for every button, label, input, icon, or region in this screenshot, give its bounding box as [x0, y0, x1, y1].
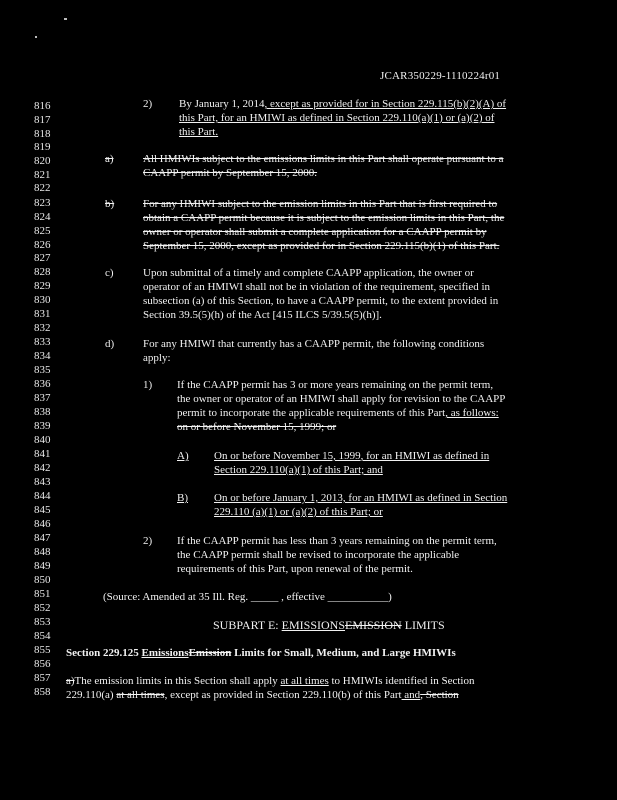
paragraph-line: By January 1, 2014, except as provided for in Section 229.115(b)(2)(A) of: [179, 98, 507, 110]
paragraph-line: All HMIWIs subject to the emissions limits in this Part shall operate pursuant to a: [143, 153, 504, 165]
line-number: 829: [34, 280, 51, 292]
item-marker: a): [105, 153, 114, 165]
line-number: 833: [34, 336, 51, 348]
line-number: 844: [34, 490, 51, 502]
line-number: 836: [34, 378, 51, 390]
section-heading: Section 229.125 EmissionsEmission Limits for Small, Medium, and Large HMIWIs: [66, 647, 456, 659]
line-number: 820: [34, 155, 51, 167]
line-number: 837: [34, 392, 51, 404]
line-number: 831: [34, 308, 51, 320]
paragraph-line: operator of an HMIWI shall not be in violation of the requirement, specified in: [143, 281, 491, 293]
paragraph-line: For any HMIWI that currently has a CAAPP permit, the following conditions: [143, 338, 485, 350]
paragraph-line: this Part, for an HMIWI as defined in Section 229.110(a)(1) or (a)(2) of: [179, 112, 495, 124]
line-number: 822: [34, 182, 51, 194]
paragraph-line: requirements of this Part, upon renewal of the permit.: [177, 563, 413, 575]
item-marker: A): [177, 450, 189, 462]
paragraph-line: For any HMIWI subject to the emission limits in this Part that is first required to: [143, 198, 498, 210]
paragraph-line: Section 229.110(a)(1) of this Part; and: [214, 464, 383, 476]
line-number: 842: [34, 462, 51, 474]
line-number: 832: [34, 322, 51, 334]
line-number: 824: [34, 211, 51, 223]
line-number: 841: [34, 448, 51, 460]
paragraph-line: obtain a CAAPP permit because it is subject to the emission limits in this Part, the: [143, 212, 505, 224]
item-marker: 2): [143, 98, 153, 110]
document-id: JCAR350229-1110224r01: [380, 70, 501, 82]
item-marker: 2): [143, 535, 153, 547]
line-number: 816: [34, 100, 51, 112]
line-number: 834: [34, 350, 51, 362]
line-number: 843: [34, 476, 51, 488]
line-number: 856: [34, 658, 51, 670]
line-number: 818: [34, 128, 51, 140]
line-number: 838: [34, 406, 51, 418]
line-number: 817: [34, 114, 51, 126]
paragraph-line: 229.110 (a)(1) or (a)(2) of this Part; or: [214, 506, 383, 518]
item-marker: B): [177, 492, 188, 504]
paragraph-line: a)The emission limits in this Section shall apply at all times to HMIWIs identified in Section: [66, 675, 475, 687]
line-number: 858: [34, 686, 51, 698]
paragraph-line: Section 39.5(5)(h) of the Act [415 ILCS 5/39.5(5)(h)].: [143, 309, 382, 321]
paragraph-line: Upon submittal of a timely and complete CAAPP application, the owner or: [143, 267, 474, 279]
line-number: 827: [34, 252, 51, 264]
line-number: 853: [34, 616, 51, 628]
line-number: 840: [34, 434, 51, 446]
line-number: 821: [34, 169, 51, 181]
line-number: 835: [34, 364, 51, 376]
scan-speck: [64, 18, 67, 20]
paragraph-line: the CAAPP permit shall be revised to incorporate the applicable: [177, 549, 460, 561]
paragraph-line: permit to incorporate the applicable requirements of this Part, as follows:: [177, 407, 499, 419]
line-number: 847: [34, 532, 51, 544]
line-number: 849: [34, 560, 51, 572]
line-number: 854: [34, 630, 51, 642]
item-marker: c): [105, 267, 114, 279]
line-number: 846: [34, 518, 51, 530]
paragraph-line: If the CAAPP permit has less than 3 years remaining on the permit term,: [177, 535, 497, 547]
paragraph-line: On or before January 1, 2013, for an HMIWI as defined in Section: [214, 492, 508, 504]
line-number: 850: [34, 574, 51, 586]
paragraph-line: On or before November 15, 1999, for an HMIWI as defined in: [214, 450, 490, 462]
subpart-heading: SUBPART E: EMISSIONSEMISSION LIMITS: [213, 618, 445, 632]
paragraph-line: this Part.: [179, 126, 219, 138]
line-number: 839: [34, 420, 51, 432]
line-number: 828: [34, 266, 51, 278]
paragraph-line: owner or operator shall submit a complete application for a CAAPP permit by: [143, 226, 487, 238]
line-number: 851: [34, 588, 51, 600]
line-number: 855: [34, 644, 51, 656]
paragraph-line: on or before November 15, 1999; or: [177, 421, 337, 433]
paragraph-line: 229.110(a) at all times, except as provided in Section 229.110(b) of this Part and, Section: [66, 689, 459, 701]
paragraph-line: apply:: [143, 352, 171, 364]
item-marker: d): [105, 338, 115, 350]
line-number: 825: [34, 225, 51, 237]
source-note: (Source: Amended at 35 Ill. Reg. _____ , effective ___________): [103, 591, 392, 603]
paragraph-line: the owner or operator of an HMIWI shall apply for revision to the CAAPP: [177, 393, 506, 405]
paragraph-line: September 15, 2000, except as provided for in Section 229.115(b)(1) of this Part.: [143, 240, 500, 252]
line-number: 819: [34, 141, 51, 153]
line-number: 845: [34, 504, 51, 516]
paragraph-line: subsection (a) of this Section, to have a CAAPP permit, to the extent provided in: [143, 295, 499, 307]
item-marker: b): [105, 198, 115, 210]
paragraph-line: If the CAAPP permit has 3 or more years remaining on the permit term,: [177, 379, 494, 391]
item-marker: 1): [143, 379, 153, 391]
line-number: 848: [34, 546, 51, 558]
line-number: 857: [34, 672, 51, 684]
line-number: 823: [34, 197, 51, 209]
paragraph-line: CAAPP permit by September 15, 2000.: [143, 167, 318, 179]
line-number: 830: [34, 294, 51, 306]
line-number: 826: [34, 239, 51, 251]
line-number: 852: [34, 602, 51, 614]
scan-speck: [35, 36, 37, 38]
